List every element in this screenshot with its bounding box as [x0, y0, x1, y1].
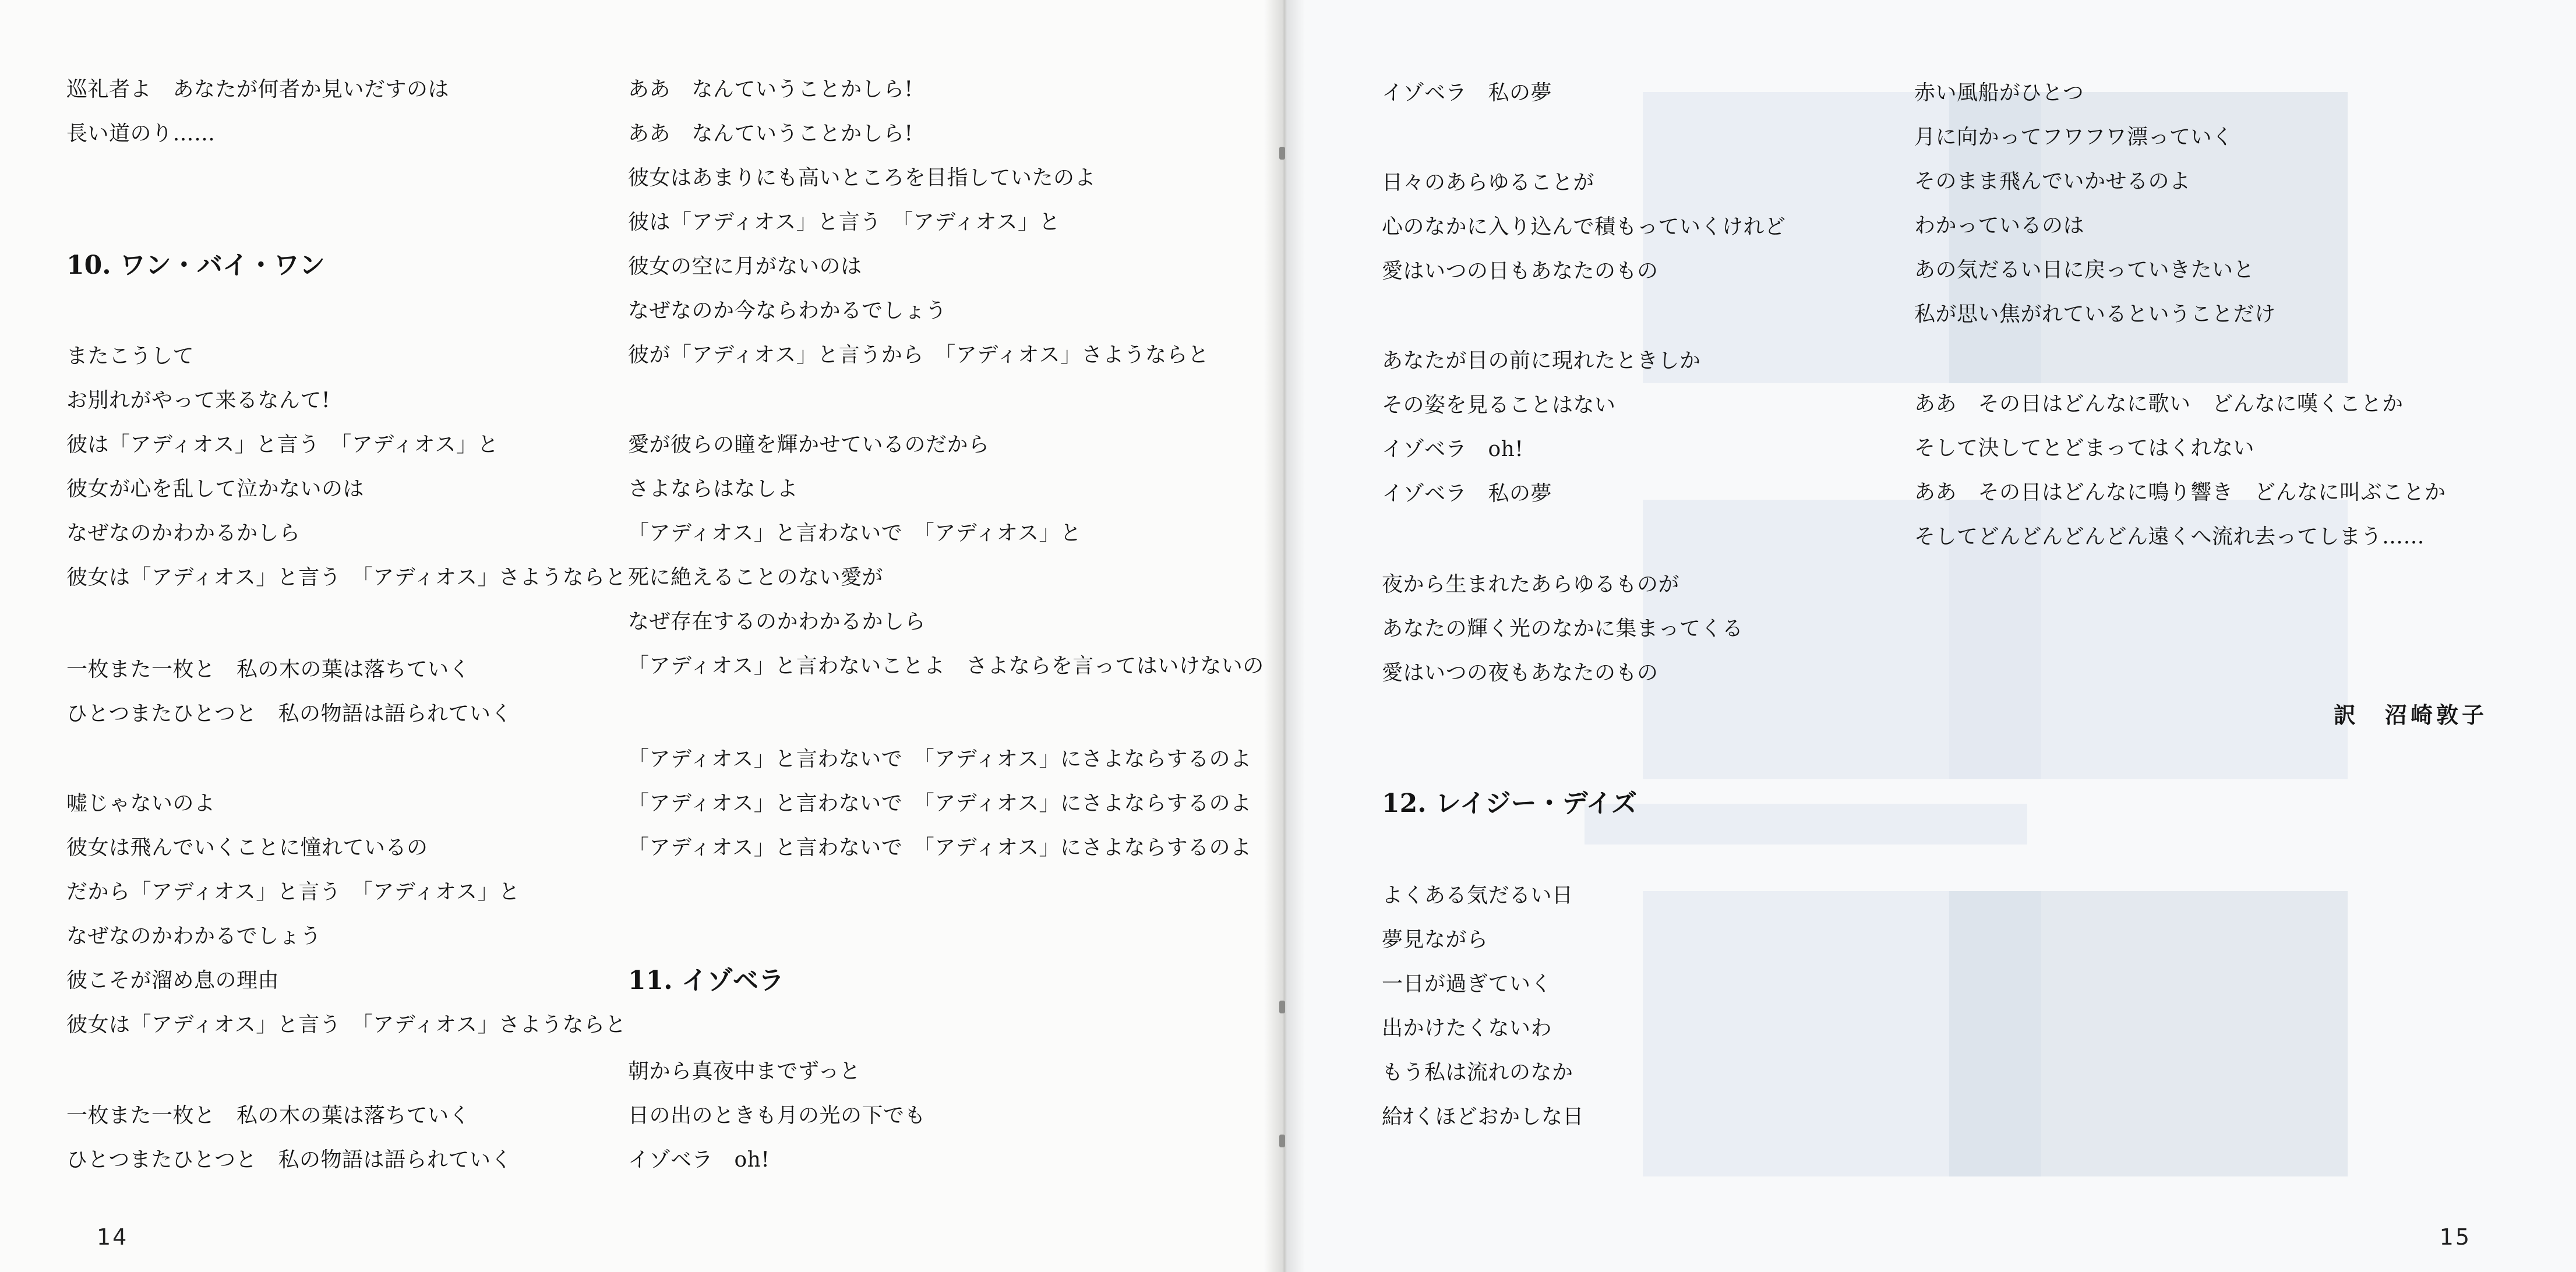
lyric-line: そのまま飛んでいかせるのよ	[1914, 169, 2191, 193]
lyric-line: 彼女は飛んでいくことに憧れているの	[66, 836, 428, 860]
lyric-line: 日々のあらゆることが	[1382, 171, 1595, 195]
song-title-lazy-days: 12. レイジー・デイズ	[1382, 789, 1638, 818]
lyric-line: 心のなかに入り込んで積もっていくけれど	[1382, 215, 1786, 239]
lyric-line: 死に絶えることのない愛が	[628, 566, 884, 589]
lyric-line: 愛が彼らの瞳を輝かせているのだから	[628, 433, 990, 457]
lyric-line: またこうして	[66, 344, 195, 368]
lyric-line: お別れがやって来るなんて!	[66, 388, 330, 412]
lyric-line: 日の出のときも月の光の下でも	[628, 1104, 926, 1128]
lyric-line: 巡礼者よ あなたが何者か見いだすのは	[66, 77, 450, 101]
staple-mark	[1279, 1001, 1285, 1013]
lyric-line: だから「アディオス」と言う 「アディオス」と	[66, 880, 520, 904]
lyric-line: ああ なんていうことかしら!	[628, 77, 913, 101]
lyric-line: なぜなのかわかるでしょう	[66, 924, 322, 948]
lyric-line: ああ なんていうことかしら!	[628, 122, 913, 146]
lyric-line: 嘘じゃないのよ	[66, 792, 216, 815]
lyric-line: ひとつまたひとつと 私の物語は語られていく	[66, 702, 513, 726]
lyric-line: さよならはなしよ	[628, 477, 799, 501]
lyric-line: なぜ存在するのかわかるかしら	[628, 610, 926, 634]
lyric-line: 夢見ながら	[1382, 928, 1488, 952]
lyric-line: 「アディオス」と言わないで 「アディオス」と	[628, 521, 1082, 545]
lyric-line: 朝から真夜中までずっと	[628, 1059, 861, 1083]
lyric-line: よくある気だるい日	[1382, 884, 1573, 907]
lyric-line: 彼女は「アディオス」と言う 「アディオス」さようならと	[66, 566, 627, 589]
lyric-line: 彼女は「アディオス」と言う 「アディオス」さようならと	[66, 1013, 627, 1037]
lyric-line: ひとつまたひとつと 私の物語は語られていく	[66, 1148, 513, 1172]
lyric-line: なぜなのか今ならわかるでしょう	[628, 299, 947, 323]
page-number-left: 14	[97, 1224, 129, 1250]
page-number-right: 15	[2439, 1224, 2471, 1250]
lyric-line: イゾベラ 私の夢	[1382, 482, 1552, 506]
lyric-line: 赤い風船がひとつ	[1914, 81, 2084, 105]
lyric-line: 彼こそが溜め息の理由	[66, 969, 280, 992]
lyric-line: 「アディオス」と言わないで 「アディオス」にさよならするのよ	[628, 792, 1252, 815]
lyric-line: 出かけたくないわ	[1382, 1016, 1552, 1040]
lyric-line: 愛はいつの夜もあなたのもの	[1382, 661, 1658, 685]
lyric-line: 一枚また一枚と 私の木の葉は落ちていく	[66, 658, 471, 681]
book-gutter	[1264, 0, 1305, 1272]
lyric-line: 彼は「アディオス」と言う 「アディオス」と	[66, 433, 499, 457]
lyric-line: 「アディオス」と言わないことよ さよならを言ってはいけないの	[628, 654, 1264, 678]
lyric-line: イゾベラ 私の夢	[1382, 81, 1552, 105]
lyric-line: 給ｵくほどおかしな日	[1382, 1105, 1585, 1129]
lyric-line: あの気だるい日に戻っていきたいと	[1914, 258, 2255, 282]
lyric-line: 夜から生まれたあらゆるものが	[1382, 573, 1680, 596]
lyric-line: イゾベラ oh!	[1382, 437, 1524, 461]
lyric-line: 「アディオス」と言わないで 「アディオス」にさよならするのよ	[628, 747, 1252, 771]
lyric-line: 「アディオス」と言わないで 「アディオス」にさよならするのよ	[628, 836, 1252, 860]
lyric-line: その姿を見ることはない	[1382, 393, 1616, 417]
lyric-line: あなたの輝く光のなかに集まってくる	[1382, 617, 1744, 641]
lyric-line: 長い道のり……	[66, 122, 216, 146]
lyric-line: わかっているのは	[1914, 214, 2085, 238]
show-through-banner	[1585, 804, 2027, 845]
song-title-isobella: 11. イゾベラ	[628, 966, 784, 995]
lyric-line: 彼が「アディオス」と言うから 「アディオス」さようならと	[628, 343, 1209, 367]
lyric-line: そして決してとどまってはくれない	[1914, 436, 2255, 460]
lyric-line: 彼女はあまりにも高いところを目指していたのよ	[628, 166, 1096, 190]
lyric-line: 彼は「アディオス」と言う 「アディオス」と	[628, 210, 1061, 234]
song-title-one-by-one: 10. ワン・バイ・ワン	[66, 250, 325, 280]
lyric-line: 彼女が心を乱して泣かないのは	[66, 477, 365, 501]
lyric-line: なぜなのかわかるかしら	[66, 521, 301, 545]
left-page	[0, 0, 1282, 1272]
lyric-line: 彼女の空に月がないのは	[628, 255, 862, 278]
show-through-image	[1949, 891, 2348, 1176]
lyric-line: そしてどんどんどんどん遠くへ流れ去ってしまう……	[1914, 525, 2425, 549]
staple-mark	[1279, 1135, 1285, 1147]
lyric-line: ああ その日はどんなに鳴り響き どんなに叫ぶことか	[1914, 480, 2446, 504]
lyric-line: 月に向かってフワフワ漂っていく	[1914, 125, 2233, 149]
right-page	[1282, 0, 2576, 1272]
lyric-line: ああ その日はどんなに歌い どんなに嘆くことか	[1914, 392, 2404, 416]
lyric-line: 愛はいつの日もあなたのもの	[1382, 259, 1658, 283]
lyric-line: 一日が過ぎていく	[1382, 972, 1552, 996]
lyric-line: もう私は流れのなか	[1382, 1061, 1573, 1084]
lyric-line: あなたが目の前に現れたときしか	[1382, 349, 1701, 373]
lyric-line: 一枚また一枚と 私の木の葉は落ちていく	[66, 1104, 471, 1128]
lyric-line: イゾベラ oh!	[628, 1148, 770, 1172]
lyric-line: 私が思い焦がれているということだけ	[1914, 302, 2276, 326]
translator-credit: 訳 沼崎敦子	[2333, 702, 2487, 728]
staple-mark	[1279, 147, 1285, 160]
